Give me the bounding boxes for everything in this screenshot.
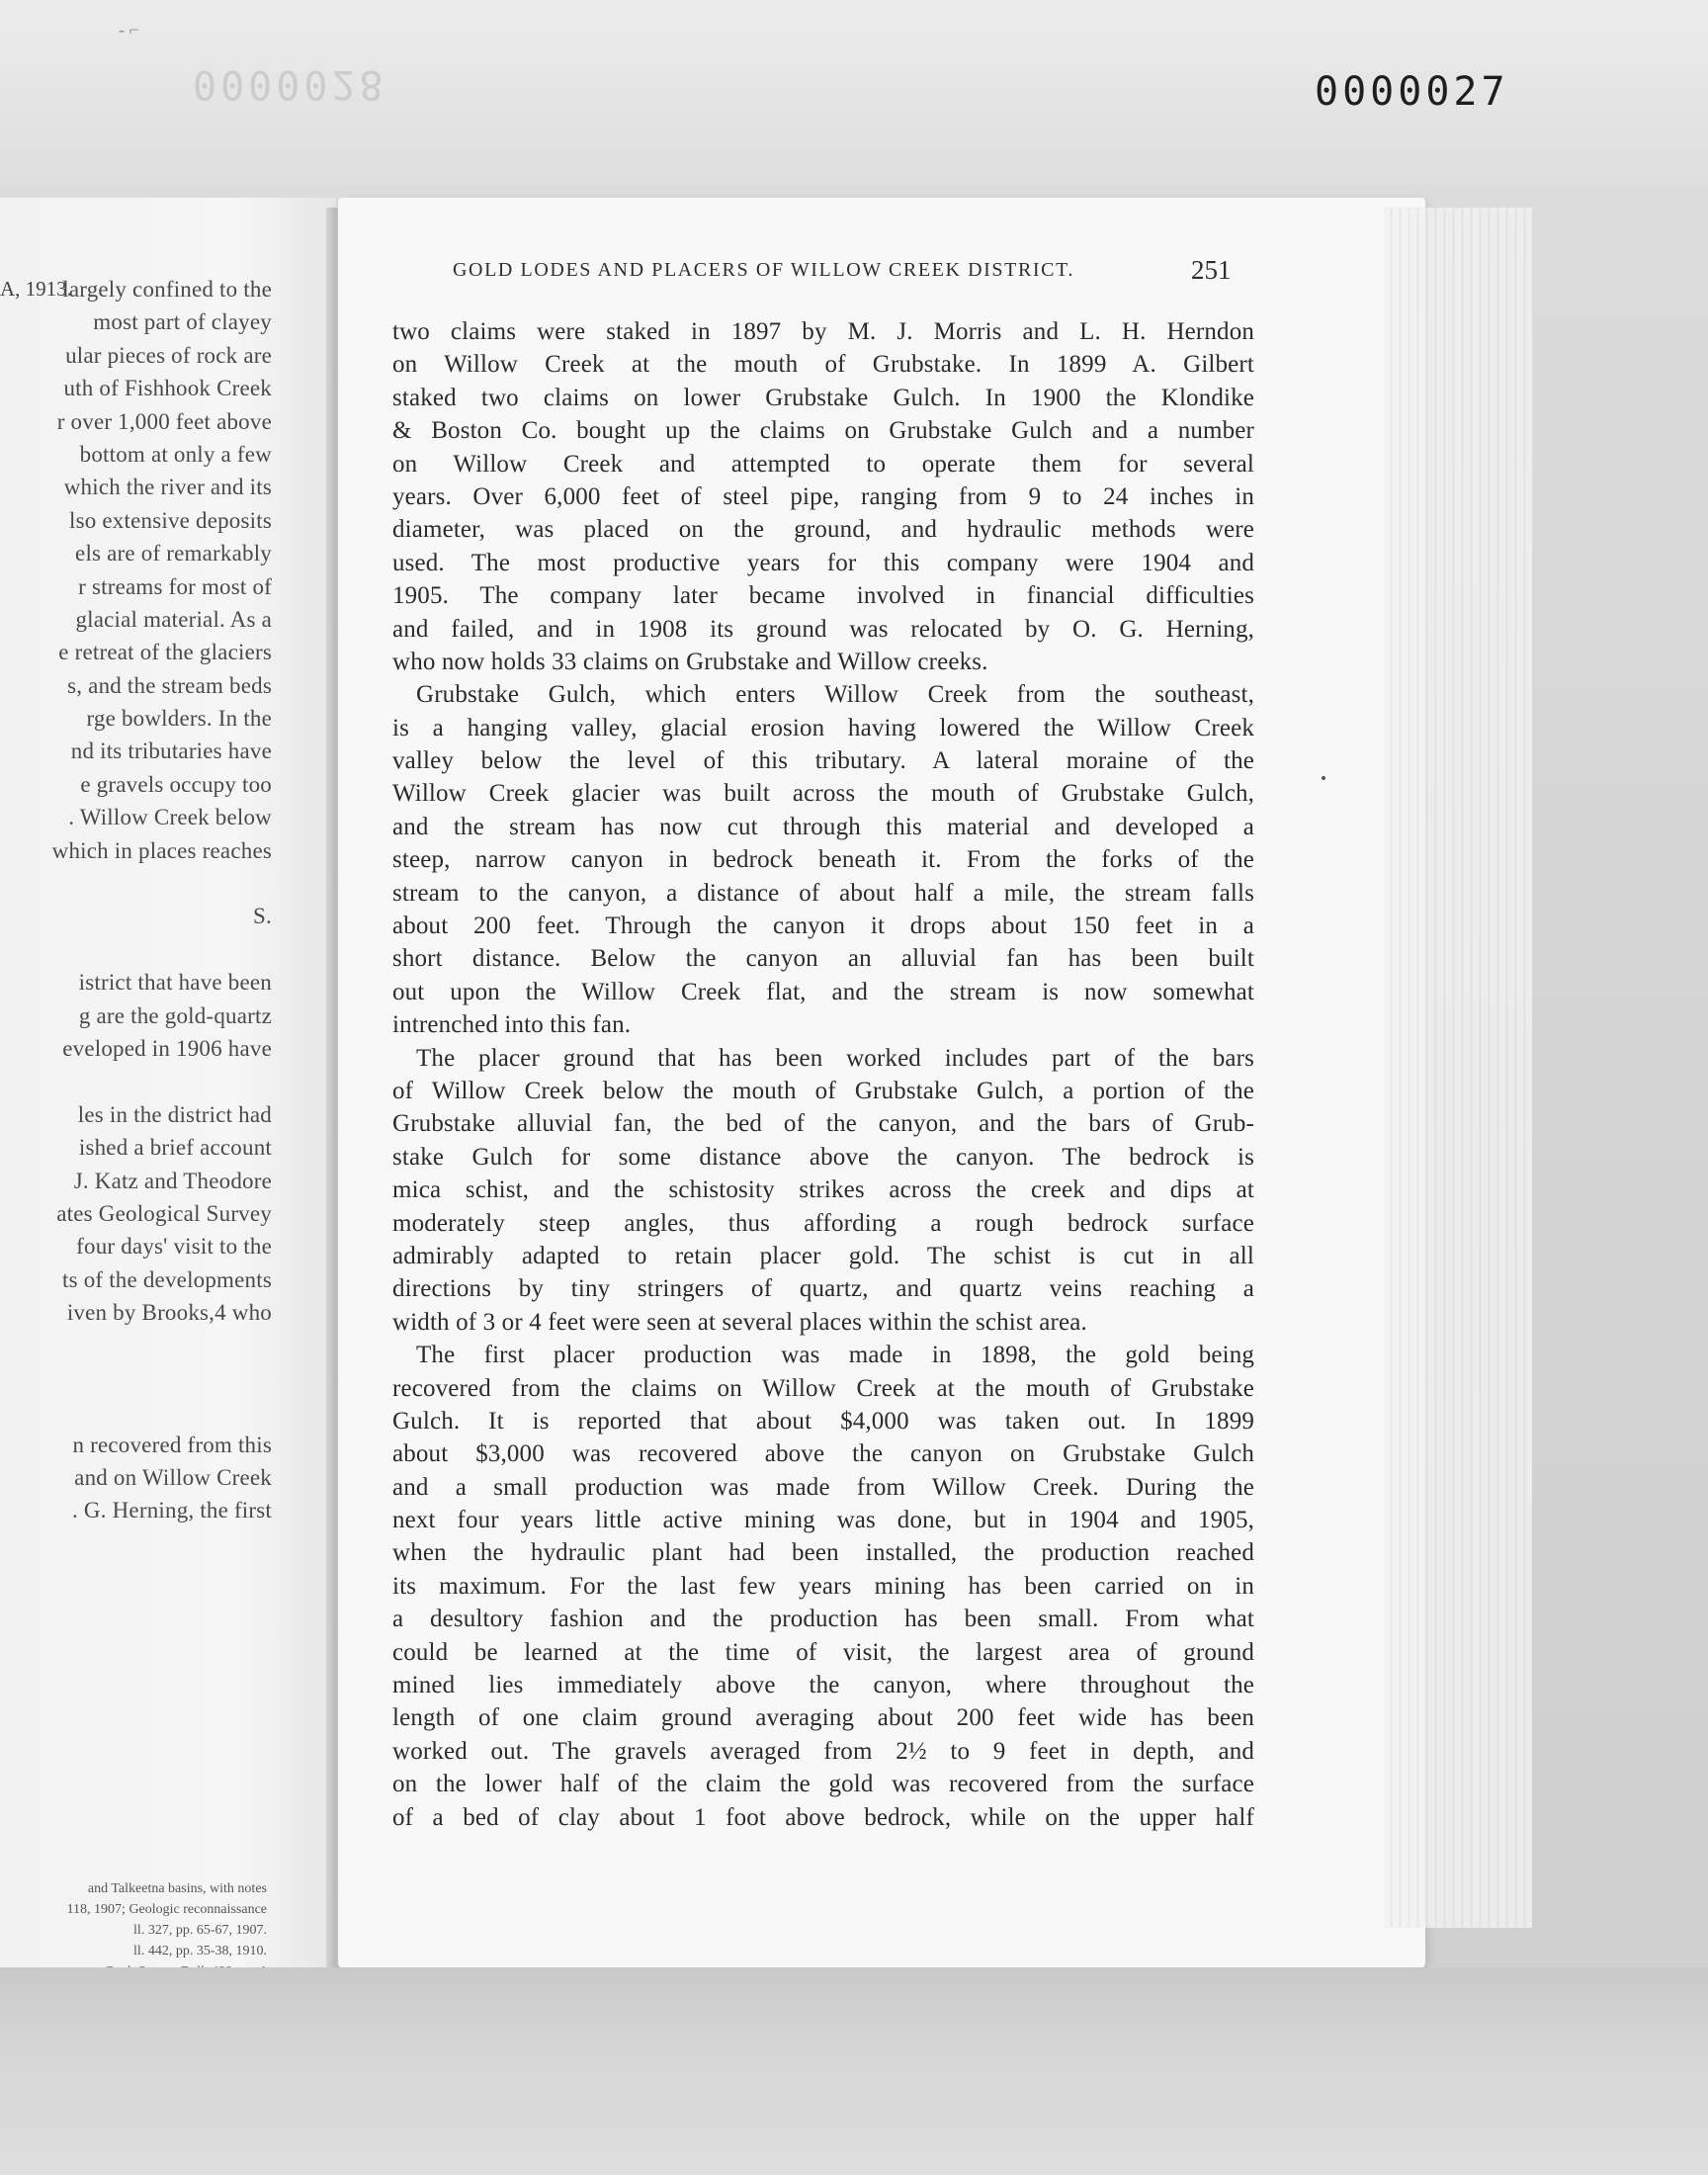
left-text-line [0,1201,272,1234]
text-line: when the hydraulic plant had been installed, the production reached [392,1539,1254,1567]
text-line: years. Over 6,000 feet of steel pipe, ranging from 9 to 24 inches in [392,482,1254,510]
text-line: directions by tiny stringers of quartz, and quartz veins reaching a [392,1275,1254,1303]
left-text-line [0,1102,272,1135]
text-line: and a small production was made from Willow Creek. During the [392,1473,1254,1501]
left-running-head: A, 1913. [0,277,72,301]
text-line: worked out. The gravels averaged from 2½ to 9 feet in depth, and [392,1737,1254,1765]
left-text-line [0,871,272,904]
body-text [392,318,1254,1837]
text-line: diameter, was placed on the ground, and hydraulic methods were [392,516,1254,544]
running-head: GOLD LODES AND PLACERS OF WILLOW CREEK DISTRICT. [453,259,1075,281]
left-text-fragment: els are of remarkably [75,541,272,566]
left-text-line [0,706,272,739]
left-text-line [0,937,272,970]
left-text-line [0,508,272,541]
text-line: mica schist, and the schistosity strikes across the creek and dips at [392,1176,1254,1204]
left-text-line [0,376,272,408]
text-line: two claims were staked in 1897 by M. J. Morris and L. H. Herndon [392,318,1254,345]
left-text-fragment: most part of clayey [93,309,272,335]
left-text-line [0,1036,272,1069]
left-text-line [0,1003,272,1036]
text-line: 1905. The company later became involved in financial difficulties [392,582,1254,610]
text-line: on Willow Creek and attempted to operate them for several [392,450,1254,478]
left-text-fragment: bottom at only a few [79,441,272,467]
text-line: next four years little active mining was done, but in 1904 and 1905, [392,1507,1254,1534]
left-text-line [0,1234,272,1266]
left-text-line [0,805,272,837]
left-text-line [0,1334,272,1366]
text-line: Grubstake alluvial fan, the bed of the canyon, and the bars of Grub- [392,1110,1254,1138]
left-text-line [0,673,272,706]
left-text-line [0,1267,272,1300]
text-line: Gulch. It is reported that about $4,000 was taken out. In 1899 [392,1407,1254,1435]
left-text-line [0,1498,272,1530]
text-line: out upon the Willow Creek flat, and the stream is now somewhat [392,978,1254,1005]
left-text-fragment: s, and the stream beds [67,672,272,698]
left-text-line [0,1399,272,1432]
left-text-fragment: eveloped in 1906 have [62,1035,272,1061]
ghost-document-number: 0000028 [193,61,387,107]
left-text-fragment: nd its tributaries have [70,739,272,764]
left-page-text [0,277,272,1531]
left-text-fragment: e gravels occupy too [80,771,272,797]
left-text-fragment: four days' visit to the [76,1234,272,1260]
left-text-fragment: ates Geological Survey [56,1200,272,1226]
left-text-line [0,442,272,475]
left-footnote-line: 118, 1907; Geologic reconnaissance [66,1902,267,1917]
left-text-fragment: largely confined to the [62,277,272,302]
text-line: a desultory fashion and the production has been small. From what [392,1606,1254,1633]
text-line: used. The most productive years for this company were 1904 and [392,549,1254,576]
left-text-fragment: istrict that have been [78,970,272,996]
left-text-fragment: les in the district had [77,1101,272,1127]
left-text-fragment: rge bowlders. In the [86,706,272,732]
text-line: who now holds 33 claims on Grubstake and Willow creeks. [392,648,988,675]
left-text-fragment: which the river and its [63,475,272,500]
left-text-line [0,1135,272,1168]
text-line: Grubstake Gulch, which enters Willow Creek from the southeast, [416,681,1254,709]
text-line: is a hanging valley, glacial erosion having lowered the Willow Creek [392,714,1254,741]
left-text-line [0,1169,272,1201]
left-text-line [0,475,272,507]
text-line: intrenched into this fan. [392,1011,632,1039]
left-footnote-line: ll. 442, pp. 35-38, 1910. [133,1944,267,1958]
left-text-line [0,607,272,640]
text-line: of a bed of clay about 1 foot above bedrock, while on the upper half [392,1803,1254,1831]
left-text-line [0,1465,272,1498]
text-line: stream to the canyon, a distance of about half a mile, the stream falls [392,879,1254,907]
text-line: width of 3 or 4 feet were seen at several places within the schist area. [392,1308,1087,1336]
text-line: length of one claim ground averaging about 200 feet wide has been [392,1704,1254,1732]
left-text-fragment: uth of Fishhook Creek [63,376,272,401]
text-line: The placer ground that has been worked includes part of the bars [416,1044,1254,1072]
left-text-fragment: ular pieces of rock are [65,342,272,368]
left-text-line [0,1069,272,1101]
document-number: 0000027 [1315,69,1509,115]
speck [1322,776,1325,780]
left-text-fragment: r streams for most of [78,573,272,599]
text-line: recovered from the claims on Willow Creek at the mouth of Grubstake [392,1374,1254,1402]
left-text-line [0,409,272,442]
text-line: The first placer production was made in 1898, the gold being [416,1342,1254,1369]
text-line: mined lies immediately above the canyon, where throughout the [392,1672,1254,1699]
left-text-fragment: g are the gold-quartz [78,1002,272,1028]
left-text-line [0,343,272,376]
text-line: its maximum. For the last few years mining has been carried on in [392,1572,1254,1600]
left-text-fragment: . G. Herning, the first [72,1498,272,1523]
left-footnote-line: and Talkeetna basins, with notes [87,1881,267,1896]
left-text-fragment: ished a brief account [78,1135,272,1161]
page-edges [1384,208,1532,1928]
text-line: staked two claims on lower Grubstake Gulch. In 1900 the Klondike [392,384,1254,411]
left-text-line [0,772,272,805]
bottom-scan-area [0,1967,1708,2175]
left-text-line [0,277,272,309]
page-number: 251 [1191,255,1232,285]
text-line: valley below the level of this tributary. A lateral moraine of the [392,747,1254,775]
text-line: & Boston Co. bought up the claims on Grubstake Gulch and a number [392,417,1254,445]
left-text-line [0,970,272,1002]
left-text-line [0,739,272,771]
scan-mark: ‐ ⌐ [119,20,139,40]
text-line: steep, narrow canyon in bedrock beneath it. From the forks of the [392,846,1254,874]
left-text-fragment: which in places reaches [51,837,272,863]
left-text-line [0,904,272,936]
left-facing-page [0,198,336,1967]
left-text-fragment: J. Katz and Theodore [73,1168,272,1193]
left-text-line [0,574,272,607]
left-text-fragment: e retreat of the glaciers [58,640,272,665]
left-footnote-line: ll. 327, pp. 65-67, 1907. [133,1923,267,1938]
left-text-fragment: lso extensive deposits [69,507,272,533]
left-text-line [0,1366,272,1399]
text-line: about 200 feet. Through the canyon it drops about 150 feet in a [392,913,1254,940]
text-line: moderately steep angles, thus affording a rough bedrock surface [392,1209,1254,1237]
text-line: could be learned at the time of visit, the largest area of ground [392,1638,1254,1666]
left-text-fragment: S. [253,904,272,929]
left-text-fragment: . Willow Creek below [68,805,272,830]
left-text-fragment: n recovered from this [72,1432,272,1457]
text-line: and the stream has now cut through this material and developed a [392,813,1254,840]
left-text-fragment: ts of the developments [62,1266,272,1292]
left-text-fragment: iven by Brooks,4 who [66,1300,272,1326]
text-line: on Willow Creek at the mouth of Grubstake. In 1899 A. Gilbert [392,351,1254,379]
left-text-line [0,640,272,672]
left-text-line [0,1300,272,1333]
left-text-line [0,541,272,573]
text-line: on the lower half of the claim the gold was recovered from the surface [392,1771,1254,1798]
text-line: admirably adapted to retain placer gold. The schist is cut in all [392,1242,1254,1269]
left-text-line [0,309,272,342]
text-line: of Willow Creek below the mouth of Grubstake Gulch, a portion of the [392,1077,1254,1104]
left-text-fragment: r over 1,000 feet above [56,408,272,434]
text-line: Willow Creek glacier was built across the mouth of Grubstake Gulch, [392,780,1254,808]
text-line: short distance. Below the canyon an alluvial fan has been built [392,945,1254,973]
left-text-line [0,838,272,871]
text-line: and failed, and in 1908 its ground was relocated by O. G. Herning, [392,615,1254,643]
left-text-fragment: glacial material. As a [75,606,272,632]
text-line: stake Gulch for some distance above the canyon. The bedrock is [392,1143,1254,1171]
text-line: about $3,000 was recovered above the canyon on Grubstake Gulch [392,1440,1254,1468]
left-text-line [0,1433,272,1465]
left-text-fragment: and on Willow Creek [74,1465,272,1491]
